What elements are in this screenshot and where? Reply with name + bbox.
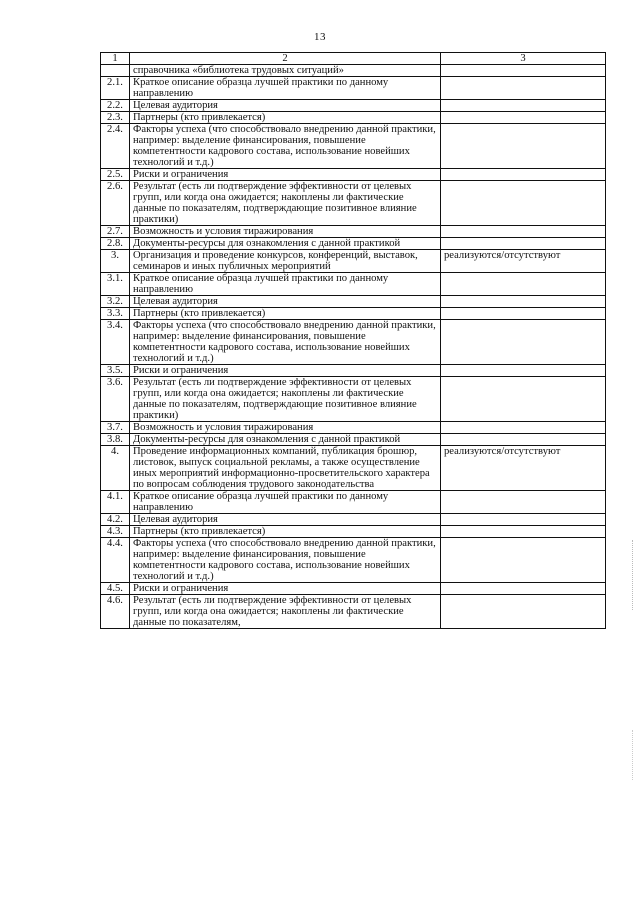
row-description-cell: Результат (есть ли подтверждение эффективности от целевых групп, или когда она ожидается; накоплены ли фактические данные по показателям, подтверждающие позитивное влияние практики) [130, 181, 441, 226]
row-number-cell: 4.2. [101, 514, 130, 526]
row-value-cell [441, 434, 606, 446]
table-row [101, 181, 606, 226]
table-row [101, 538, 606, 583]
row-value-cell [441, 77, 606, 100]
row-number-cell: 4. [101, 446, 130, 491]
row-number-cell: 3.3. [101, 308, 130, 320]
row-number-cell: 2.6. [101, 181, 130, 226]
row-value-cell [441, 583, 606, 595]
row-description-cell: Партнеры (кто привлекается) [130, 112, 441, 124]
row-value-cell [441, 124, 606, 169]
row-description-cell: Документы-ресурсы для ознакомления с данной практикой [130, 434, 441, 446]
row-description-cell: Возможность и условия тиражирования [130, 422, 441, 434]
row-number-cell: 3.6. [101, 377, 130, 422]
row-value-cell [441, 377, 606, 422]
column-header-1: 1 [101, 53, 130, 65]
row-description-cell: Риски и ограничения [130, 583, 441, 595]
row-description-cell: Результат (есть ли подтверждение эффективности от целевых групп, или когда она ожидается; накоплены ли фактические данные по показателям, [130, 595, 441, 629]
row-value-cell [441, 273, 606, 296]
table-row [101, 377, 606, 422]
page-number: 13 [314, 31, 326, 43]
row-description-cell: Партнеры (кто привлекается) [130, 526, 441, 538]
row-number-cell: 4.3. [101, 526, 130, 538]
table-row [101, 124, 606, 169]
row-description-cell: Документы-ресурсы для ознакомления с данной практикой [130, 238, 441, 250]
table-row [101, 583, 606, 595]
row-value-cell [441, 100, 606, 112]
column-header-2: 2 [130, 53, 441, 65]
table-row [101, 446, 606, 491]
row-number-cell: 2.8. [101, 238, 130, 250]
table-row [101, 112, 606, 124]
row-number-cell: 2.5. [101, 169, 130, 181]
row-number-cell: 2.7. [101, 226, 130, 238]
row-description-cell: Краткое описание образца лучшей практики по данному направлению [130, 491, 441, 514]
row-value-cell [441, 296, 606, 308]
row-number-cell: 3.7. [101, 422, 130, 434]
table-row [101, 238, 606, 250]
row-description-cell: Факторы успеха (что способствовало внедрению данной практики, например: выделение финансирования, повышение компетентности кадрового состава, использование новейших технологий и т.д.) [130, 538, 441, 583]
row-number-cell: 4.6. [101, 595, 130, 629]
row-number-cell: 4.1. [101, 491, 130, 514]
row-value-cell [441, 112, 606, 124]
row-description-cell: Проведение информационных компаний, публикация брошюр, листовок, выпуск социальной рекламы, а также осуществление иных мероприятий информационно-просветительского характера по вопросам соблюдения трудового законодательства [130, 446, 441, 491]
row-number-cell: 3.4. [101, 320, 130, 365]
row-value-cell [441, 422, 606, 434]
row-value-cell [441, 365, 606, 377]
row-description-cell: Целевая аудитория [130, 514, 441, 526]
table-row [101, 226, 606, 238]
table-row [101, 100, 606, 112]
row-value-cell [441, 238, 606, 250]
row-description-cell: справочника «библиотека трудовых ситуаций» [130, 65, 441, 77]
row-description-cell: Возможность и условия тиражирования [130, 226, 441, 238]
table-row [101, 65, 606, 77]
column-header-3: 3 [441, 53, 606, 65]
table-row [101, 526, 606, 538]
scan-artifact [632, 730, 634, 780]
row-value-cell [441, 320, 606, 365]
scan-artifact [632, 540, 634, 610]
row-description-cell: Риски и ограничения [130, 169, 441, 181]
table-row [101, 77, 606, 100]
row-value-cell [441, 308, 606, 320]
table-row [101, 320, 606, 365]
row-description-cell: Партнеры (кто привлекается) [130, 308, 441, 320]
row-value-cell [441, 491, 606, 514]
row-value-cell [441, 65, 606, 77]
row-number-cell: 2.3. [101, 112, 130, 124]
table-row [101, 595, 606, 629]
table-row [101, 514, 606, 526]
row-number-cell: 2.4. [101, 124, 130, 169]
table-row [101, 250, 606, 273]
row-description-cell: Целевая аудитория [130, 296, 441, 308]
row-number-cell: 3.2. [101, 296, 130, 308]
row-value-cell [441, 514, 606, 526]
row-number-cell: 2.1. [101, 77, 130, 100]
row-description-cell: Факторы успеха (что способствовало внедрению данной практики, например: выделение финансирования, повышение компетентности кадрового состава, использование новейших технологий и т.д.) [130, 320, 441, 365]
row-number-cell: 2.2. [101, 100, 130, 112]
row-value-cell: реализуются/отсутствуют [441, 250, 606, 273]
row-description-cell: Краткое описание образца лучшей практики по данному направлению [130, 77, 441, 100]
row-value-cell [441, 595, 606, 629]
row-value-cell [441, 169, 606, 181]
row-value-cell [441, 538, 606, 583]
row-number-cell [101, 65, 130, 77]
table-row [101, 296, 606, 308]
practices-table [100, 52, 606, 629]
row-number-cell: 3.5. [101, 365, 130, 377]
row-description-cell: Целевая аудитория [130, 100, 441, 112]
table-row [101, 491, 606, 514]
row-value-cell [441, 226, 606, 238]
row-number-cell: 3. [101, 250, 130, 273]
row-number-cell: 4.4. [101, 538, 130, 583]
row-description-cell: Организация и проведение конкурсов, конференций, выставок, семинаров и иных публичных мероприятий [130, 250, 441, 273]
row-number-cell: 4.5. [101, 583, 130, 595]
row-value-cell: реализуются/отсутствуют [441, 446, 606, 491]
table-row [101, 434, 606, 446]
table-body [101, 65, 606, 629]
table-row [101, 422, 606, 434]
row-number-cell: 3.1. [101, 273, 130, 296]
row-description-cell: Риски и ограничения [130, 365, 441, 377]
table-row [101, 365, 606, 377]
row-number-cell: 3.8. [101, 434, 130, 446]
row-description-cell: Факторы успеха (что способствовало внедрению данной практики, например: выделение финансирования, повышение компетентности кадрового состава, использование новейших технологий и т.д.) [130, 124, 441, 169]
row-value-cell [441, 526, 606, 538]
table-row [101, 273, 606, 296]
table-row [101, 308, 606, 320]
table-header-row [101, 53, 606, 65]
row-description-cell: Краткое описание образца лучшей практики по данному направлению [130, 273, 441, 296]
row-value-cell [441, 181, 606, 226]
row-description-cell: Результат (есть ли подтверждение эффективности от целевых групп, или когда она ожидается; накоплены ли фактические данные по показателям, подтверждающие позитивное влияние практики) [130, 377, 441, 422]
table-row [101, 169, 606, 181]
